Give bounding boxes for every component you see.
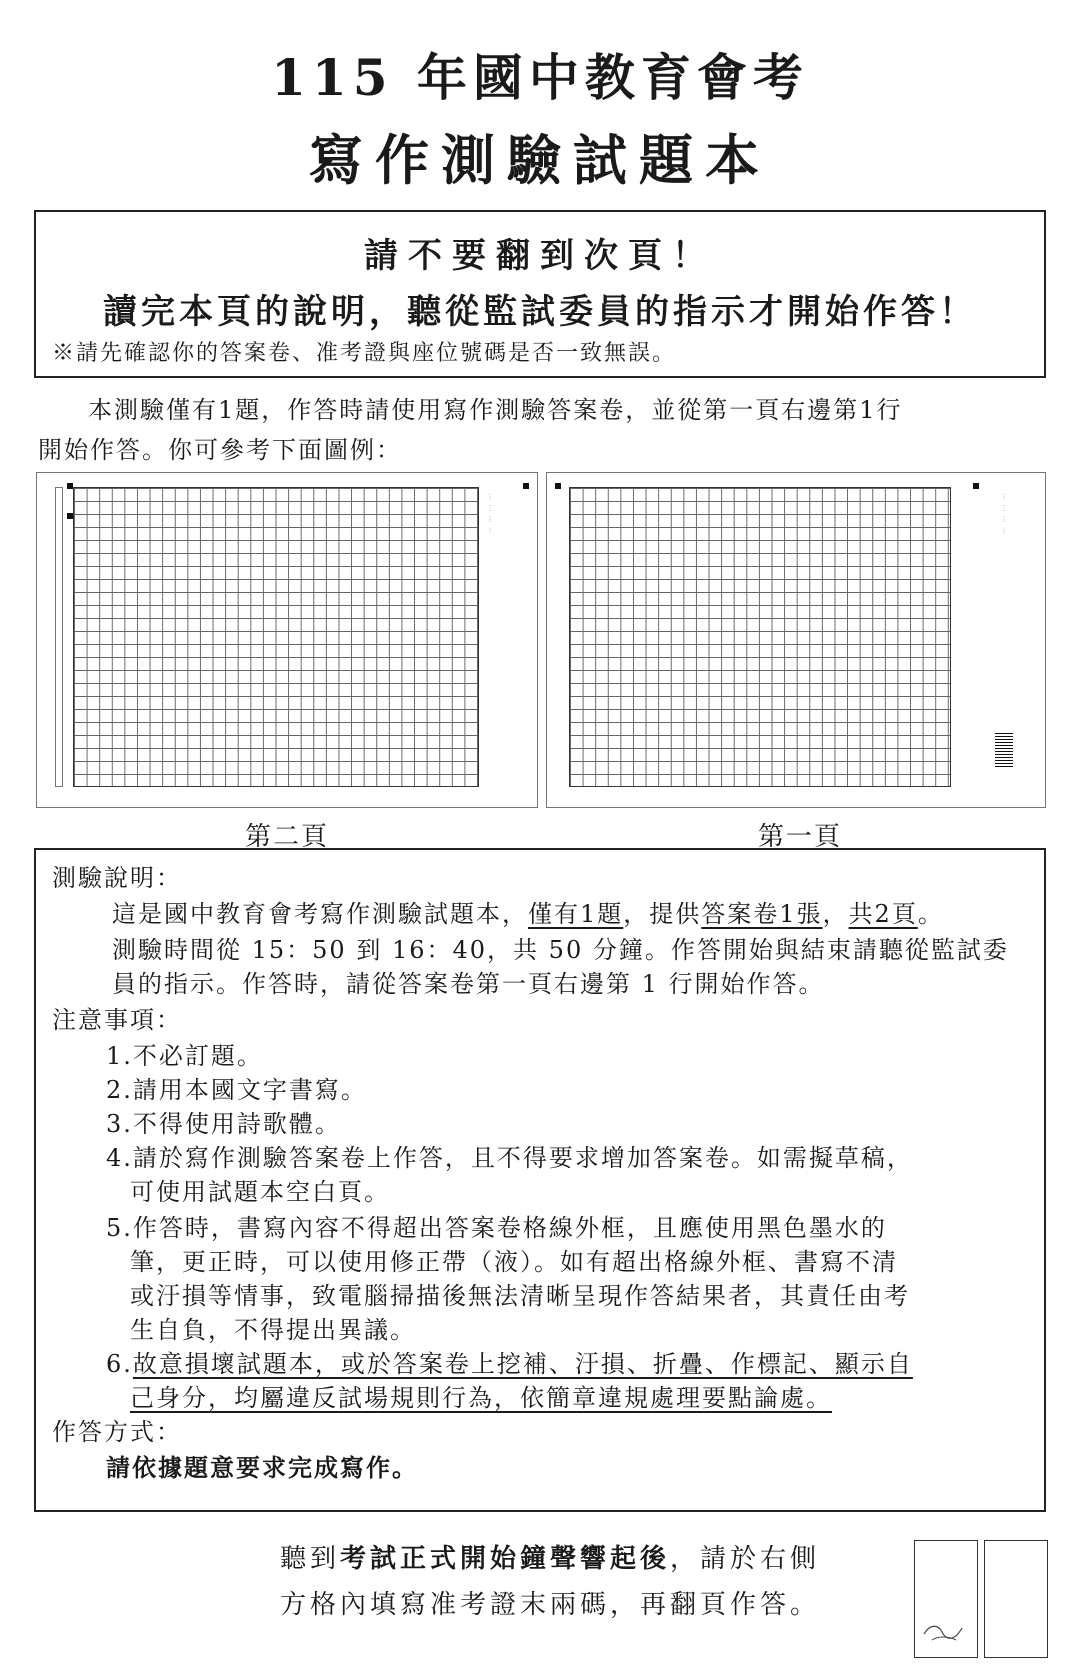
corner-mark [973, 483, 979, 489]
corner-mark [555, 483, 561, 489]
intro-paragraph [38, 390, 1048, 470]
corner-mark [523, 483, 529, 489]
test-description-line: 員的指示。作答時，請從答案卷第一頁右邊第 1 行開始作答。 [112, 970, 825, 998]
warning-do-not-turn: 請不要翻到次頁！ [364, 236, 716, 276]
heading-notes: 注意事項： [52, 1006, 182, 1034]
barcode-icon [995, 733, 1013, 769]
note-item: 1.不必訂題。 [106, 1042, 263, 1070]
note-item-continued: 己身分，均屬違反試場規則行為，依簡章違規處理要點論處。 [130, 1384, 832, 1412]
writing-grid [73, 487, 479, 787]
underlined-text: 答案卷1張 [701, 900, 823, 928]
sheet-label-page-two: 第二頁 [245, 822, 330, 852]
underlined-text: 故意損壞試題本，或於答案卷上挖補、汙損、折疊、作標記、顯示自 [132, 1350, 913, 1378]
heading-test-description: 測驗說明： [52, 864, 182, 892]
instructions-box [34, 848, 1046, 1512]
warning-read-instructions: 讀完本頁的說明，聽從監試委員的指示才開始作答！ [103, 292, 977, 332]
footer-line: 方格內填寫准考證末兩碼，再翻頁作答。 [280, 1590, 821, 1620]
answer-sheet-page-one-illustration [546, 472, 1046, 808]
note-item: 5.作答時，書寫內容不得超出答案卷格線外框，且應使用黑色墨水的 [106, 1214, 887, 1242]
note-item: 2.請用本國文字書寫。 [106, 1076, 367, 1104]
answer-sheet-page-two-illustration [36, 472, 538, 808]
writing-grid [569, 487, 951, 787]
underlined-text: 共2頁 [848, 900, 918, 928]
warning-confirm-ids: ※請先確認你的答案卷、准考證與座位號碼是否一致無誤。 [52, 341, 677, 366]
underlined-text: 僅有1題 [528, 900, 624, 928]
note-item-continued: 生自負，不得提出異議。 [130, 1316, 416, 1344]
note-item: 4.請於寫作測驗答案卷上作答，且不得要求增加答案卷。如需擬草稿， [106, 1144, 913, 1172]
side-strip [55, 487, 63, 787]
page-title-year: 115 年國中教育會考 [271, 48, 809, 107]
text-segment: 。 [917, 900, 944, 928]
test-description-line: 測驗時間從 15：50 到 16：40，共 50 分鐘。作答開始與結束請聽從監試委 [112, 936, 1009, 964]
footer-line [280, 1536, 820, 1582]
text-segment: ，請於右側 [670, 1544, 821, 1574]
note-item [106, 1344, 913, 1379]
test-description-line [112, 894, 944, 929]
intro-line: 本測驗僅有1題，作答時請使用寫作測驗答案卷，並從第一頁右邊第1行 [88, 396, 903, 424]
text-segment: 這是國中教育會考寫作測驗試題本， [112, 900, 528, 928]
text-segment: ， [822, 900, 849, 928]
note-item-continued: 或汙損等情事，致電腦掃描後無法清晰呈現作答結果者，其責任由考 [130, 1282, 910, 1310]
sheet-fine-print: ︙ ︙ ︙ ︙ [486, 493, 494, 535]
bold-text: 考試正式開始鐘聲響起後 [340, 1544, 671, 1574]
text-segment: ，提供 [623, 900, 702, 928]
text-segment: 聽到 [280, 1544, 341, 1574]
note-number: 6. [106, 1350, 133, 1378]
heading-answer-method: 作答方式： [52, 1418, 182, 1446]
admission-code-digit-box[interactable] [984, 1540, 1048, 1658]
intro-line: 開始作答。你可參考下面圖例： [38, 436, 402, 464]
note-item-continued: 可使用試題本空白頁。 [130, 1178, 390, 1206]
scribble-mark-icon [922, 1620, 966, 1646]
page-title-test: 寫作測驗試題本 [309, 128, 771, 192]
answer-method-text: 請依據題意要求完成寫作。 [106, 1453, 418, 1482]
note-item-continued: 筆，更正時，可以使用修正帶（液）。如有超出格線外框、書寫不清 [130, 1248, 898, 1276]
warning-box [34, 210, 1046, 378]
sheet-fine-print: ︙ ︙ ︙ ︙ [1000, 493, 1008, 535]
note-item: 3.不得使用詩歌體。 [106, 1110, 341, 1138]
footer-instruction [280, 1536, 820, 1628]
sheet-label-page-one: 第一頁 [758, 822, 843, 852]
